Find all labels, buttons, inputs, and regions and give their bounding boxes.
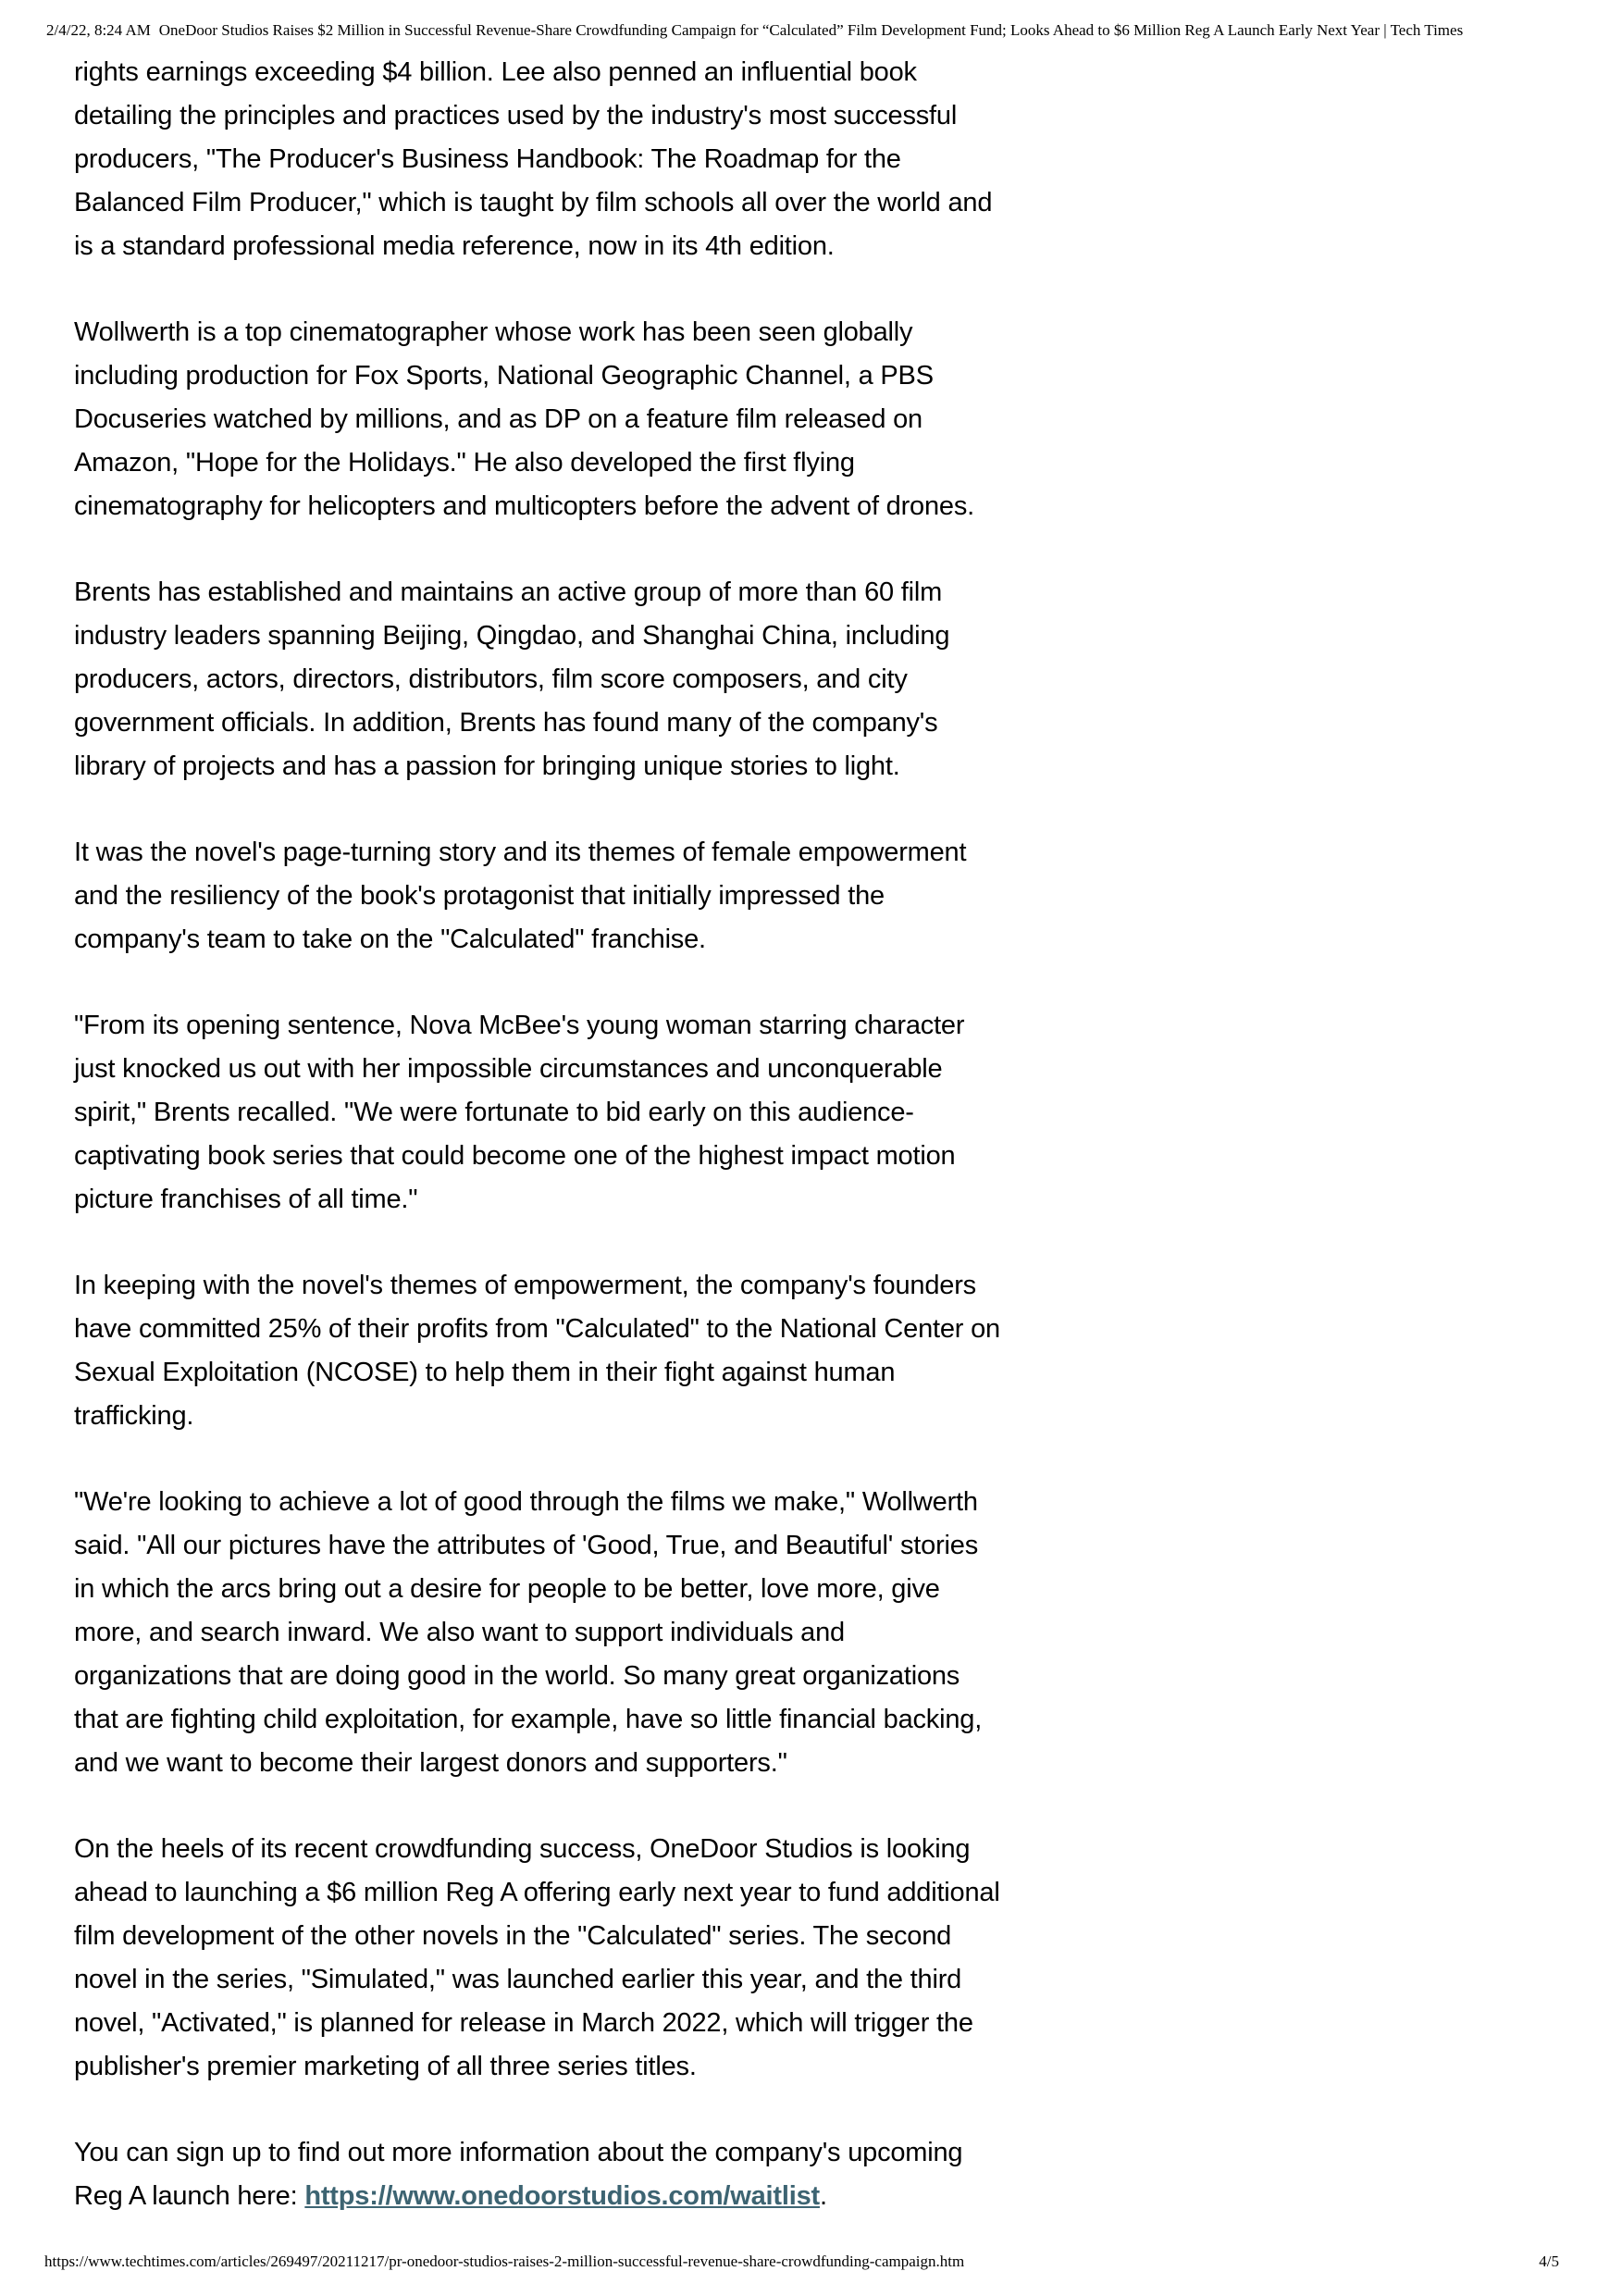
text-line: is a standard professional media reference, now in its 4th edition. — [74, 231, 835, 261]
text-line: Amazon, "Hope for the Holidays." He also developed the first flying — [74, 448, 855, 478]
text-line: including production for Fox Sports, National Geographic Channel, a PBS — [74, 361, 934, 391]
text-line: industry leaders spanning Beijing, Qingdao, and Shanghai China, including — [74, 621, 950, 651]
text-line: producers, "The Producer's Business Handbook: The Roadmap for the — [74, 144, 901, 174]
text-line: have committed 25% of their profits from "Calculated" to the National Center on — [74, 1314, 1000, 1344]
text-line: cinematography for helicopters and multicopters before the advent of drones. — [74, 491, 974, 521]
article-paragraph — [74, 831, 1110, 962]
footer-page-number: 4/5 — [1539, 2253, 1559, 2270]
text-line: Brents has established and maintains an active group of more than 60 film — [74, 577, 943, 607]
text-line: detailing the principles and practices used by the industry's most successful — [74, 101, 958, 130]
text-line: captivating book series that could become one of the highest impact motion — [74, 1141, 956, 1171]
text-line: library of projects and has a passion for bringing unique stories to light. — [74, 751, 900, 781]
footer-source-url: https://www.techtimes.com/articles/269497/20211217/pr-onedoor-studios-raises-2-million-successful-revenue-share-crowdfunding-campaign.htm — [44, 2253, 965, 2270]
text-line: trafficking. — [74, 1401, 194, 1431]
print-header — [0, 20, 1622, 44]
text-line: ahead to launching a $6 million Reg A offering early next year to fund additional — [74, 1878, 1000, 1907]
text-line: Docuseries watched by millions, and as DP on a feature film released on — [74, 404, 922, 434]
article-paragraph — [74, 311, 1110, 528]
text-line: Sexual Exploitation (NCOSE) to help them in their fight against human — [74, 1358, 896, 1387]
article-paragraph — [74, 571, 1110, 788]
print-footer — [44, 2252, 1559, 2274]
text-line: government officials. In addition, Brents has found many of the company's — [74, 708, 938, 738]
text-line: film development of the other novels in the "Calculated" series. The second — [74, 1921, 952, 1951]
text-line: producers, actors, directors, distributors, film score composers, and city — [74, 664, 908, 694]
text-line: "From its opening sentence, Nova McBee's young woman starring character — [74, 1011, 965, 1040]
text-line: more, and search inward. We also want to support individuals and — [74, 1618, 845, 1647]
text-line — [74, 2175, 1110, 2218]
text-line: said. "All our pictures have the attributes of 'Good, True, and Beautiful' stories — [74, 1531, 979, 1560]
text-line: On the heels of its recent crowdfunding success, OneDoor Studios is looking — [74, 1834, 971, 1864]
header-timestamp: 2/4/22, 8:24 AM — [46, 21, 151, 39]
text-line: organizations that are doing good in the world. So many great organizations — [74, 1661, 960, 1691]
text-line: company's team to take on the "Calculated" franchise. — [74, 925, 706, 954]
text-line: in which the arcs bring out a desire for people to be better, love more, give — [74, 1574, 940, 1604]
closing-line-suffix: . — [819, 2181, 827, 2211]
article-paragraph — [74, 1828, 1110, 2089]
text-line: In keeping with the novel's themes of empowerment, the company's founders — [74, 1271, 976, 1300]
text-line: that are fighting child exploitation, for example, have so little financial backing, — [74, 1705, 983, 1734]
text-line: and the resiliency of the book's protagonist that initially impressed the — [74, 881, 885, 911]
text-line: just knocked us out with her impossible circumstances and unconquerable — [74, 1054, 943, 1084]
article-paragraph — [74, 1004, 1110, 1222]
closing-line-prefix: Reg A launch here: — [74, 2181, 305, 2211]
text-line: rights earnings exceeding $4 billion. Lee also penned an influential book — [74, 57, 917, 87]
text-line: Balanced Film Producer," which is taught by film schools all over the world and — [74, 188, 993, 217]
waitlist-link[interactable]: https://www.onedoorstudios.com/waitlist — [304, 2181, 820, 2211]
text-line: You can sign up to find out more information about the company's upcoming — [74, 2138, 963, 2167]
text-line: "We're looking to achieve a lot of good through the films we make," Wollwerth — [74, 1487, 978, 1517]
article-body — [74, 51, 1110, 2261]
article-paragraph — [74, 51, 1110, 268]
article-paragraph — [74, 1264, 1110, 1438]
text-line: It was the novel's page-turning story and its themes of female empowerment — [74, 838, 967, 867]
text-line: spirit," Brents recalled. "We were fortunate to bid early on this audience- — [74, 1098, 914, 1127]
text-line: novel, "Activated," is planned for release in March 2022, which will trigger the — [74, 2008, 973, 2038]
article-paragraph — [74, 1481, 1110, 1785]
text-line: novel in the series, "Simulated," was launched earlier this year, and the third — [74, 1965, 962, 1994]
text-line: and we want to become their largest donors and supporters." — [74, 1748, 787, 1778]
header-title: OneDoor Studios Raises $2 Million in Successful Revenue-Share Crowdfunding Campaign for “Calculated” Film Development Fund; Looks Ahead to $6 Million Reg A Launch Early Next Year | Tech Times — [158, 21, 1464, 39]
text-line: Wollwerth is a top cinematographer whose work has been seen globally — [74, 317, 913, 347]
text-line: publisher's premier marketing of all three series titles. — [74, 2052, 697, 2081]
text-line: picture franchises of all time." — [74, 1185, 418, 1214]
closing-paragraph — [74, 2131, 1110, 2218]
